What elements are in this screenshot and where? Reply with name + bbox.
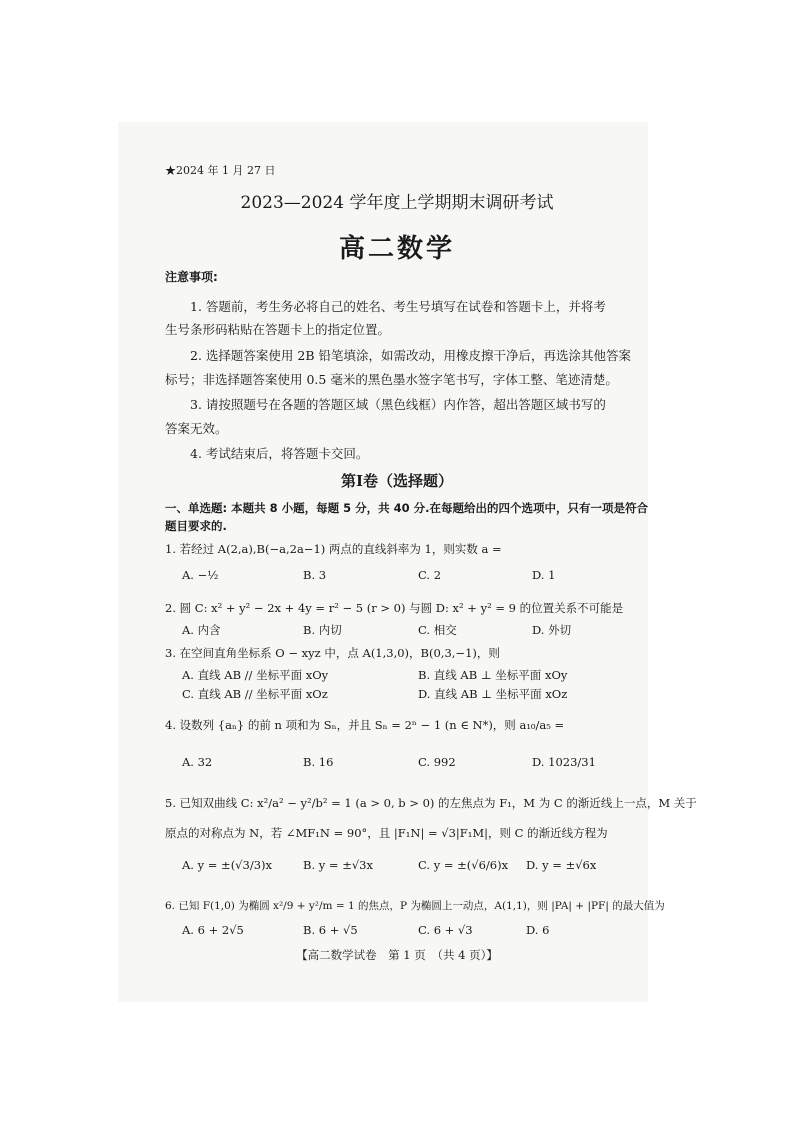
exam-date: ★2024 年 1 月 27 日 [165,164,276,177]
question-5-option-d: D. y = ±√6x [526,858,597,872]
question-1-option-a: A. −½ [182,568,219,582]
notice-line: 答案无效。 [165,421,228,436]
question-3-stem: 3. 在空间直角坐标系 O − xyz 中，点 A(1,3,0)，B(0,3,−1)，则 [165,646,500,660]
part-instruction: 一、单选题: 本题共 8 小题，每题 5 分，共 40 分.在每题给出的四个选项中，只有一项是符合 [165,501,648,515]
question-5-stem: 5. 已知双曲线 C: x²/a² − y²/b² = 1 (a > 0, b > 0) 的左焦点为 F₁，M 为 C 的渐近线上一点，M 关于 [165,796,697,810]
notice-line: 生号条形码粘贴在答题卡上的指定位置。 [165,322,391,337]
question-4-stem: 4. 设数列 {aₙ} 的前 n 项和为 Sₙ，并且 Sₙ = 2ⁿ − 1 (n ∈ N*)，则 a₁₀/a₅ = [165,718,565,732]
part-instruction: 题目要求的. [165,519,227,533]
question-6-option-b: B. 6 + √5 [303,923,358,937]
question-6-option-d: D. 6 [526,923,550,937]
question-3-option-a: A. 直线 AB // 坐标平面 xOy [182,668,329,682]
notice-line: 标号；非选择题答案使用 0.5 毫米的黑色墨水签字笔书写，字体工整、笔迹清楚。 [165,372,618,387]
question-3-option-c: C. 直线 AB // 坐标平面 xOz [182,687,328,701]
question-6-option-a: A. 6 + 2√5 [182,923,244,937]
notice-line: 1. 答题前，考生务必将自己的姓名、考生号填写在试卷和答题卡上，并将考 [190,299,606,314]
question-2-option-a: A. 内含 [182,623,221,637]
question-2-option-c: C. 相交 [418,623,457,637]
question-5-stem-continued: 原点的对称点为 N，若 ∠MF₁N = 90°，且 |F₁N| = √3|F₁M|，则 C 的渐近线方程为 [165,826,608,840]
question-1-option-c: C. 2 [418,568,442,582]
question-1-stem: 1. 若经过 A(2,a),B(−a,2a−1) 两点的直线斜率为 1，则实数 a = [165,542,502,556]
section-title: 第Ⅰ卷（选择题） [340,472,454,490]
exam-title: 2023—2024 学年度上学期期末调研考试 [240,193,554,213]
question-2-stem: 2. 圆 C: x² + y² − 2x + 4y = r² − 5 (r > 0) 与圆 D: x² + y² = 9 的位置关系不可能是 [165,601,624,615]
question-6-stem: 6. 已知 F(1,0) 为椭圆 x²/9 + y²/m = 1 的焦点，P 为椭圆上一动点，A(1,1)，则 |PA| + |PF| 的最大值为 [165,900,665,912]
question-5-option-b: B. y = ±√3x [303,858,373,872]
question-3-option-b: B. 直线 AB ⊥ 坐标平面 xOy [418,668,568,682]
question-4-option-b: B. 16 [303,755,334,769]
question-3-option-d: D. 直线 AB ⊥ 坐标平面 xOz [418,687,568,701]
question-1-option-b: B. 3 [303,568,327,582]
question-2-option-d: D. 外切 [532,623,572,637]
notice-line: 4. 考试结束后，将答题卡交回。 [190,446,369,461]
subject-title: 高二数学 [338,234,455,264]
question-5-option-c: C. y = ±(√6/6)x [418,858,509,872]
question-2-option-b: B. 内切 [303,623,342,637]
question-1-option-d: D. 1 [532,568,556,582]
question-4-option-c: C. 992 [418,755,456,769]
question-6-option-c: C. 6 + √3 [418,923,473,937]
page-footer: 【高二数学试卷 第 1 页 （共 4 页）】 [296,948,498,962]
question-4-option-a: A. 32 [182,755,213,769]
notice-heading: 注意事项: [165,270,218,284]
notice-line: 2. 选择题答案使用 2B 铅笔填涂，如需改动，用橡皮擦干净后，再选涂其他答案 [190,348,631,363]
question-5-option-a: A. y = ±(√3/3)x [182,858,272,872]
notice-line: 3. 请按照题号在各题的答题区域（黑色线框）内作答，超出答题区域书写的 [190,397,606,412]
question-4-option-d: D. 1023/31 [532,755,596,769]
